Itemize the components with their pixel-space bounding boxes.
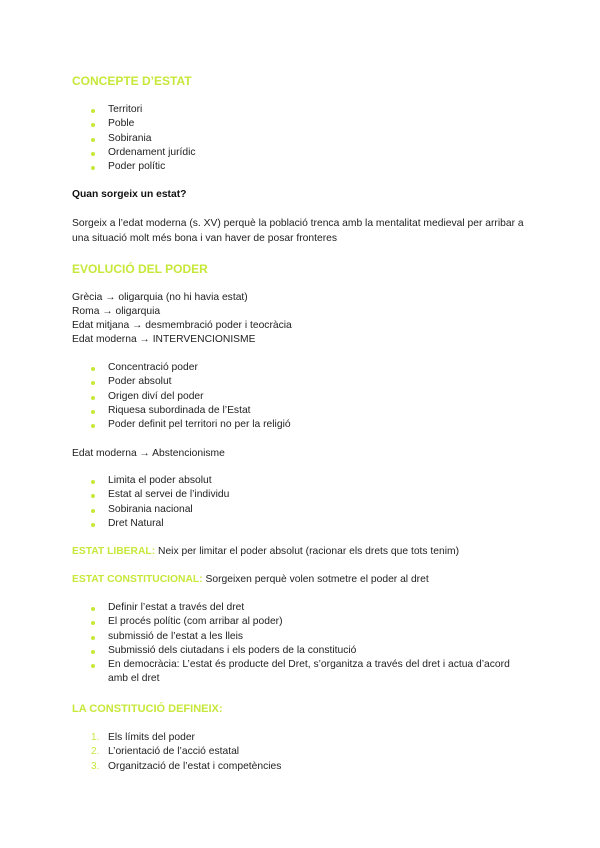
estat-constitucional-label: ESTAT CONSTITUCIONAL: [72, 574, 203, 585]
evolution-line: Grècia → oligarquia (no hi havia estat) [72, 292, 248, 303]
estat-liberal-label: ESTAT LIBERAL: [72, 546, 156, 557]
list-item: Riquesa subordinada de l’Estat [91, 404, 291, 418]
list-item: En democràcia: L’estat és producte del Dret, s’organitza a través del dret i actua d’acord amb el dret [91, 658, 528, 687]
answer-paragraph: Sorgeix a l’edat moderna (s. XV) perquè la població trenca amb la mentalitat medieval per arribar a una situació molt més bona i van haver de posar fronteres [72, 218, 524, 244]
question-heading: Quan sorgeix un estat? [72, 189, 187, 200]
list-item: Definir l’estat a través del dret [91, 601, 528, 615]
list-item: Poder polític [91, 160, 196, 174]
list-item: Poder absolut [91, 375, 291, 389]
list-item: Estat al servei de l’individu [91, 488, 229, 502]
list-item: Dret Natural [91, 517, 229, 531]
evolution-line: Edat moderna → INTERVENCIONISME [72, 334, 256, 345]
list-item: 1. Els límits del poder [91, 731, 281, 745]
bullet-icon [91, 664, 95, 668]
list-concepte-elements [91, 103, 196, 174]
list-item: Sobirania [91, 132, 196, 146]
bullet-icon [91, 410, 95, 414]
list-abstencionisme [91, 474, 229, 531]
bullet-icon [91, 424, 95, 428]
estat-constitucional-paragraph [72, 573, 429, 587]
evolution-line: Roma → oligarquia [72, 306, 161, 317]
estat-liberal-paragraph [72, 545, 459, 559]
heading-constitucio-defineix: LA CONSTITUCIÓ DEFINEIX: [72, 703, 223, 715]
list-intervencionisme [91, 361, 291, 432]
list-item: Territori [91, 103, 196, 117]
bullet-icon [91, 367, 95, 371]
list-number: 1. [91, 732, 100, 743]
list-number: 2. [91, 746, 100, 758]
bullet-icon [91, 494, 95, 498]
bullet-icon [91, 381, 95, 385]
heading-evolucio-poder: EVOLUCIÓ DEL PODER [72, 262, 208, 276]
bullet-icon [91, 480, 95, 484]
estat-liberal-text: Neix per limitar el poder absolut (racionar els drets que tots tenim) [155, 546, 460, 557]
bullet-icon [91, 650, 95, 654]
bullet-icon [91, 636, 95, 640]
list-item: 3. Organització de l’estat i competències [91, 760, 281, 774]
list-item: submissió de l’estat a les lleis [91, 630, 528, 644]
list-number: 3. [91, 760, 100, 772]
evolution-line: Edat mitjana → desmembració poder i teocràcia [72, 320, 292, 331]
bullet-icon [91, 123, 95, 127]
heading-concepte-estat: CONCEPTE D’ESTAT [72, 74, 192, 88]
list-item: 2. L’orientació de l’acció estatal [91, 745, 281, 759]
list-item: Submissió dels ciutadans i els poders de la constitució [91, 644, 528, 658]
list-constitucional [91, 601, 528, 687]
bullet-icon [91, 109, 95, 113]
bullet-icon [91, 396, 95, 400]
list-item: Ordenament jurídic [91, 146, 196, 160]
bullet-icon [91, 607, 95, 611]
abstencionisme-line: Edat moderna → Abstencionisme [72, 448, 225, 459]
bullet-icon [91, 166, 95, 170]
bullet-icon [91, 152, 95, 156]
estat-constitucional-text: Sorgeixen perquè volen sotmetre el poder al dret [202, 574, 429, 585]
list-item: Concentració poder [91, 361, 291, 375]
bullet-icon [91, 509, 95, 513]
bullet-icon [91, 138, 95, 142]
list-item: El procés polític (com arribar al poder) [91, 615, 528, 629]
bullet-icon [91, 523, 95, 527]
list-item: Sobirania nacional [91, 503, 229, 517]
list-item: Poble [91, 117, 196, 131]
list-constitucio-defineix [91, 731, 281, 774]
bullet-icon [91, 621, 95, 625]
list-item: Poder definit pel territori no per la religió [91, 418, 291, 432]
list-item: Origen diví del poder [91, 390, 291, 404]
list-item: Limita el poder absolut [91, 474, 229, 488]
